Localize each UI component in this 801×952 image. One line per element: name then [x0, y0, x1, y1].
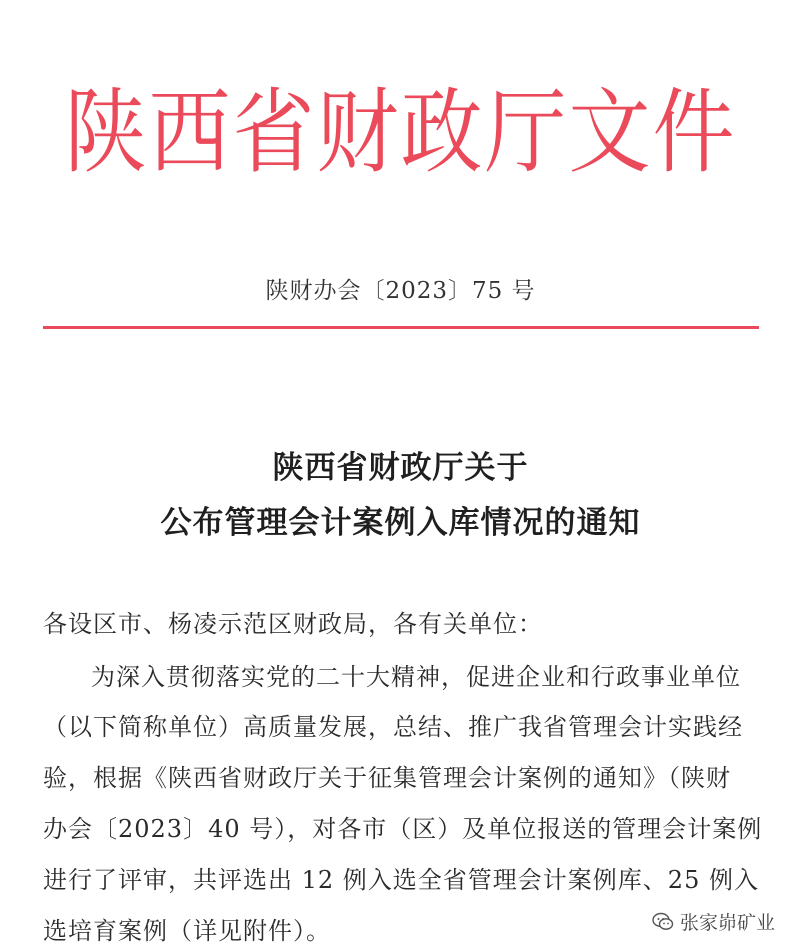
body-line: 办会〔2023〕40 号），对各市（区）及单位报送的管理会计案例: [43, 815, 763, 843]
body-line: 验，根据《陕西省财政厅关于征集管理会计案例的通知》（陕财: [43, 764, 731, 792]
body-line: 为深入贯彻落实党的二十大精神，促进企业和行政事业单位: [91, 663, 741, 691]
document-header: 陕西省财政厅文件: [64, 80, 737, 187]
account-watermark: [648, 906, 779, 937]
body-line: 选培育案例（详见附件）。: [43, 917, 331, 945]
red-divider: [43, 326, 759, 329]
notice-title-line2: 公布管理会计案例入库情况的通知: [160, 505, 641, 541]
body-line: 进行了评审，共评选出 12 例入选全省管理会计案例库、25 例入: [43, 866, 759, 894]
document-number: 陕财办会〔2023〕75 号: [265, 278, 536, 304]
salutation: 各设区市、杨凌示范区财政局，各有关单位：: [43, 610, 543, 638]
wechat-icon: [652, 911, 674, 933]
body-line: （以下简称单位）高质量发展，总结、推广我省管理会计实践经: [43, 713, 743, 741]
watermark-text: 张家峁矿业: [679, 912, 775, 934]
notice-title-line1: 陕西省财政厅关于: [272, 450, 529, 486]
